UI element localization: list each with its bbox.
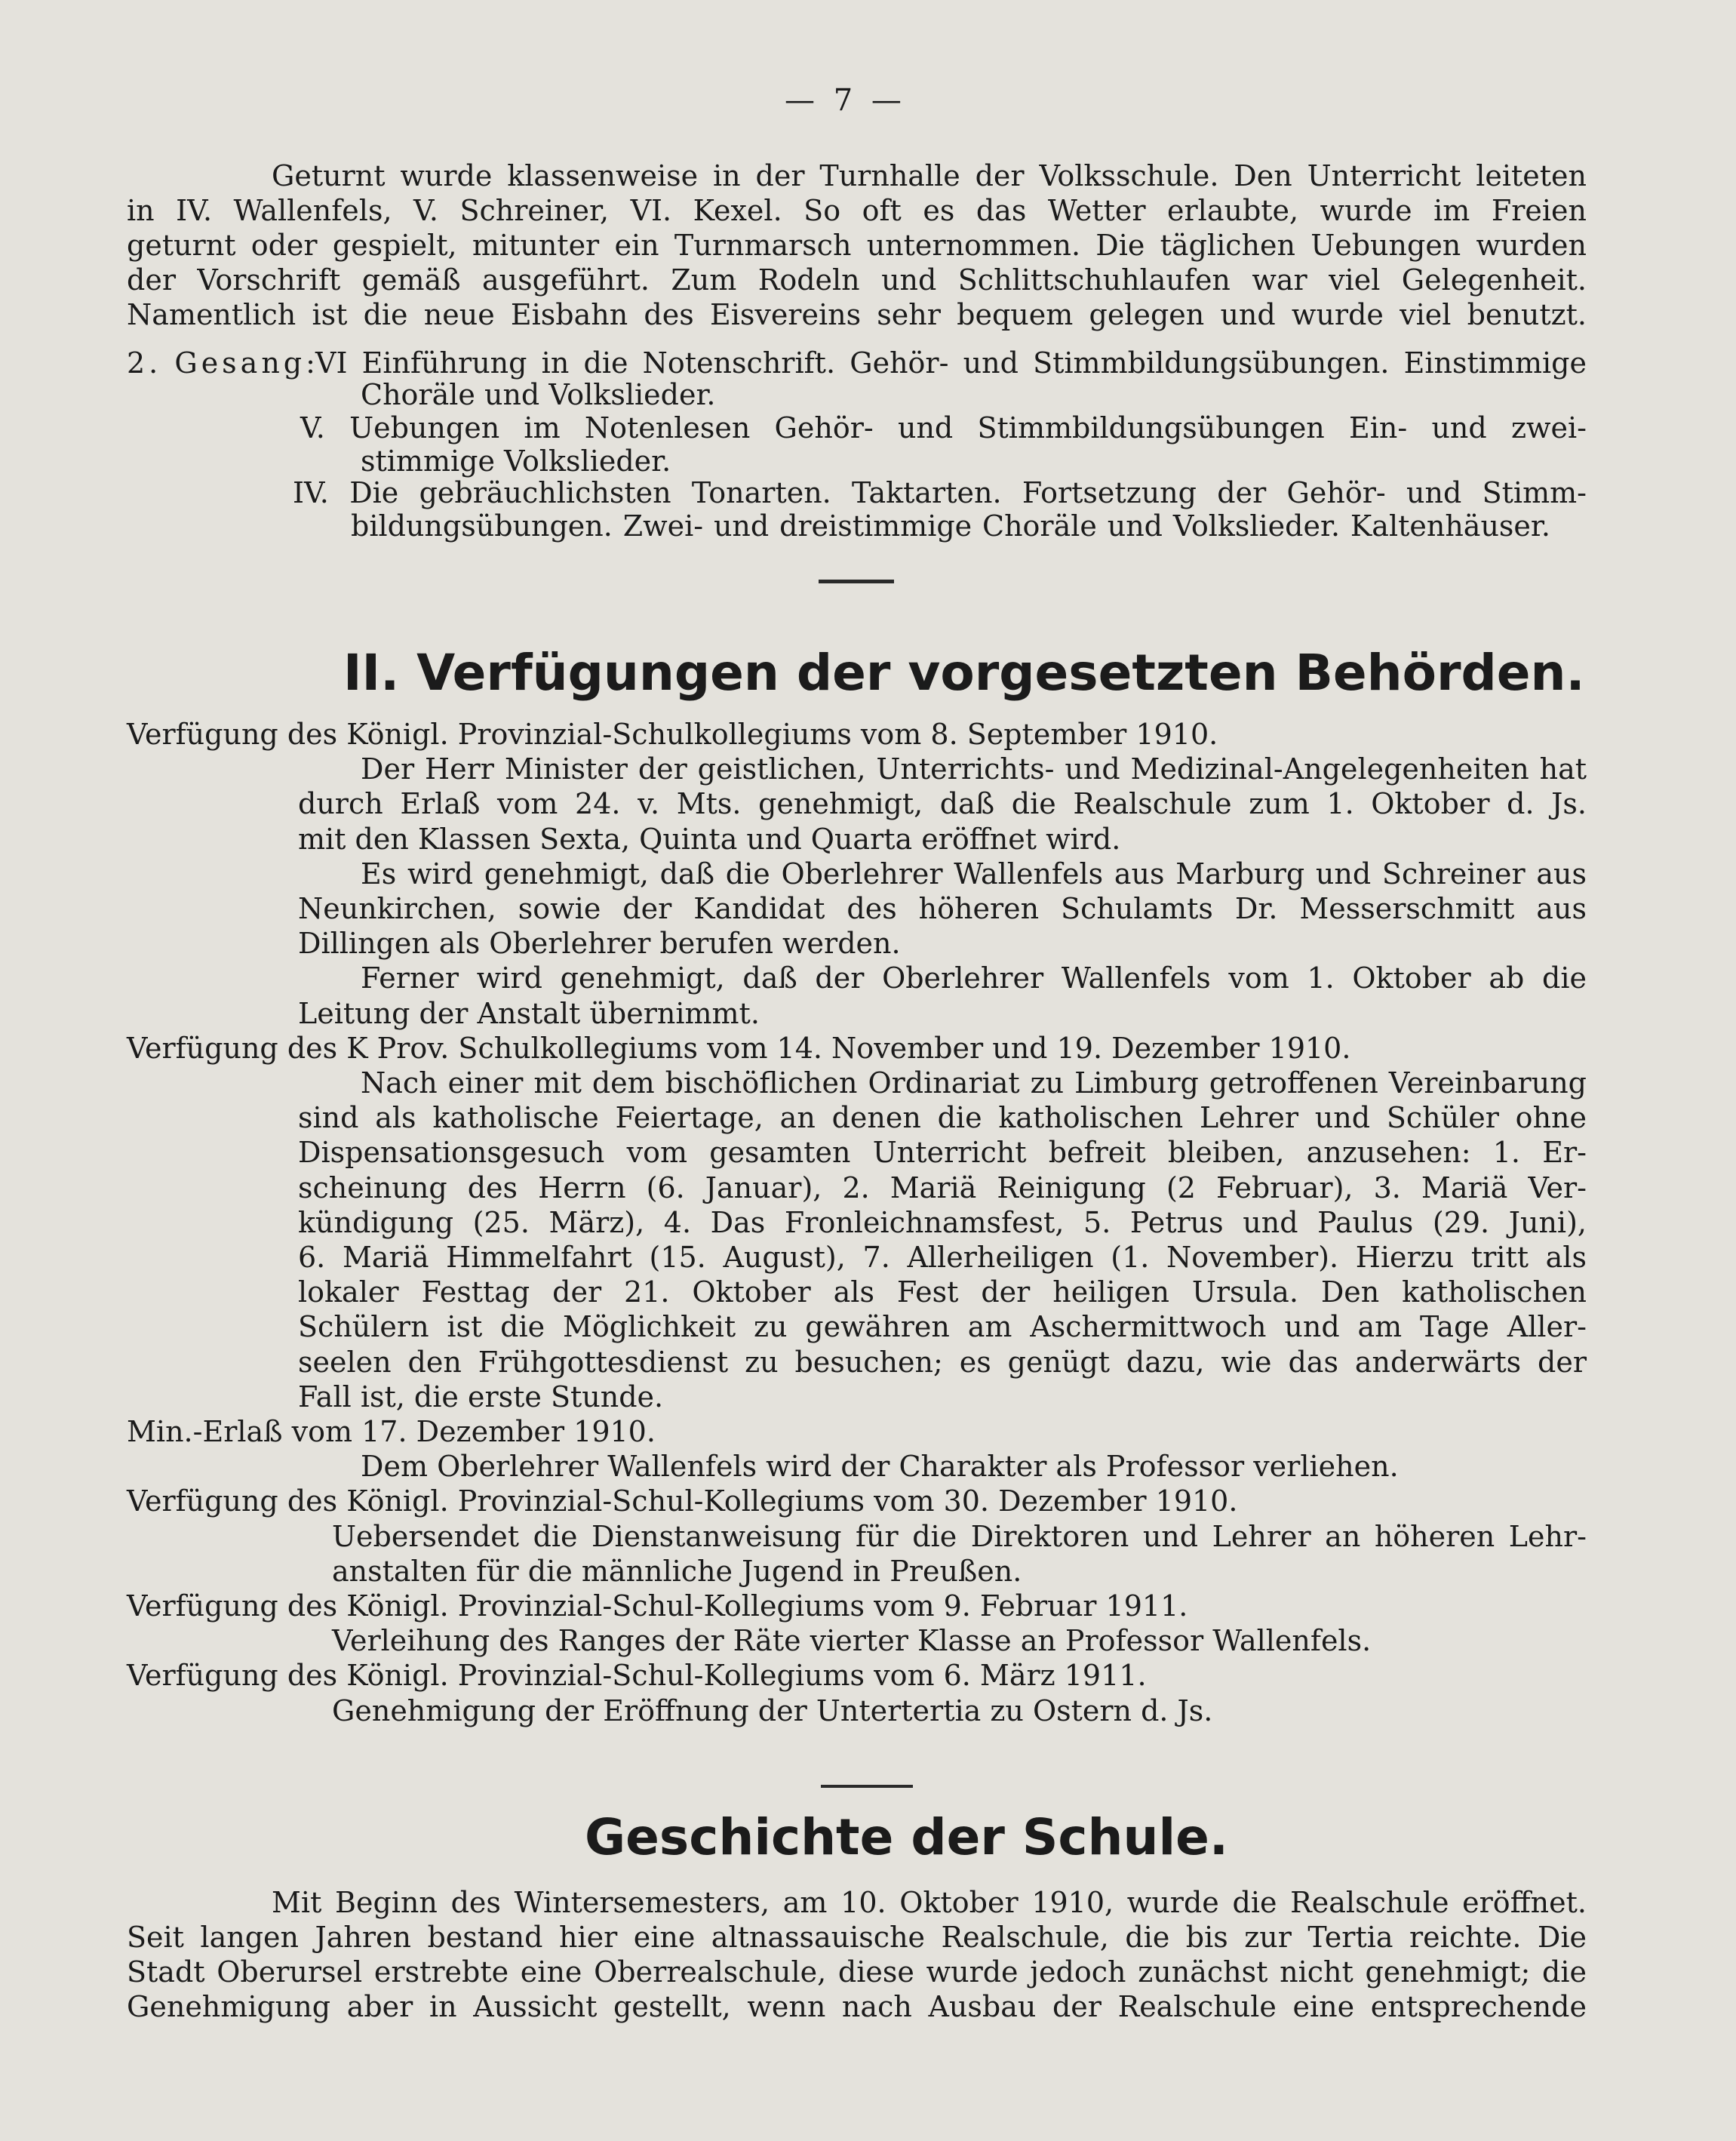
text-line: Schülern ist die Möglichkeit zu gewähren am Aschermittwoch und am Tage Aller- [298, 1310, 1587, 1344]
gesang-vi-line: VI Einführung in die Notenschrift. Gehör- und Stimmbildungsübungen. Einstimmige [315, 346, 1587, 380]
text-line: Verfügung des Königl. Provinzial-Schul-Kollegiums vom 6. März 1911. [127, 1659, 1147, 1693]
text-line: Genehmigung der Eröffnung der Untertertia zu Ostern d. Js. [332, 1693, 1213, 1727]
text-line: Leitung der Anstalt übernimmt. [298, 996, 760, 1030]
heading-verfuegungen: II. Verfügungen der vorgesetzten Behörden. [343, 644, 1585, 702]
text-line: Uebersendet die Dienstanweisung für die Direktoren und Lehrer an höheren Lehr- [332, 1519, 1587, 1553]
text-line: Neunkirchen, sowie der Kandidat des höheren Schulamts Dr. Messerschmitt aus [298, 892, 1587, 925]
text-line: Mit Beginn des Wintersemesters, am 10. Oktober 1910, wurde die Realschule eröffnet. [272, 1886, 1587, 1919]
text-line: der Vorschrift gemäß ausgeführt. Zum Rodeln und Schlittschuhlaufen war viel Gelegenheit. [127, 263, 1587, 297]
gesang-v-line: V. Uebungen im Notenlesen Gehör- und Stimmbildungsübungen Ein- und zwei- [300, 411, 1587, 445]
text-line: Es wird genehmigt, daß die Oberlehrer Wallenfels aus Marburg und Schreiner aus [361, 857, 1587, 891]
text-line: Stadt Oberursel erstrebte eine Oberrealschule, diese wurde jedoch zunächst nicht genehmigt; die [127, 1955, 1587, 1989]
text-line: 6. Mariä Himmelfahrt (15. August), 7. Allerheiligen (1. November). Hierzu tritt als [298, 1241, 1587, 1274]
text-line: Namentlich ist die neue Eisbahn des Eisvereins sehr bequem gelegen und wurde viel benutzt. [127, 298, 1587, 331]
gesang-iv-line: bildungsübungen. Zwei- und dreistimmige Choräle und Volkslieder. Kaltenhäuser. [351, 509, 1550, 543]
text-line: Fall ist, die erste Stunde. [298, 1380, 664, 1413]
text-line: Dispensationsgesuch vom gesamten Unterricht befreit bleiben, anzusehen: 1. Er- [298, 1136, 1587, 1170]
text-line: in IV. Wallenfels, V. Schreiner, VI. Kexel. So oft es das Wetter erlaubte, wurde im Freien [127, 194, 1587, 227]
gesang-label: 2. Gesang: [127, 346, 319, 380]
text-line: Verleihung des Ranges der Räte vierter Klasse an Professor Wallenfels. [332, 1624, 1372, 1658]
text-line: Geturnt wurde klassenweise in der Turnhalle der Volksschule. Den Unterricht leiteten [272, 159, 1587, 192]
text-line: Verfügung des Königl. Provinzial-Schul-Kollegiums vom 30. Dezember 1910. [127, 1484, 1238, 1518]
text-line: scheinung des Herrn (6. Januar), 2. Mariä Reinigung (2 Februar), 3. Mariä Ver- [298, 1170, 1587, 1204]
text-line: Seit langen Jahren bestand hier eine altnassauische Realschule, die bis zur Tertia reichte. Die [127, 1921, 1587, 1954]
text-line: kündigung (25. März), 4. Das Fronleichnamsfest, 5. Petrus und Paulus (29. Juni), [298, 1205, 1587, 1239]
text-line: Ferner wird genehmigt, daß der Oberlehrer Wallenfels vom 1. Oktober ab die [361, 961, 1587, 995]
text-line: Verfügung des Königl. Provinzial-Schulkollegiums vom 8. September 1910. [127, 718, 1218, 751]
text-line: Min.-Erlaß vom 17. Dezember 1910. [127, 1415, 656, 1448]
text-line: seelen den Frühgottesdienst zu besuchen; es genügt dazu, wie das anderwärts der [298, 1345, 1587, 1379]
section-divider [819, 580, 894, 583]
text-line: Dillingen als Oberlehrer berufen werden. [298, 927, 901, 961]
text-line: Der Herr Minister der geistlichen, Unterrichts- und Medizinal-Angelegenheiten hat [361, 752, 1587, 786]
text-line: Verfügung des Königl. Provinzial-Schul-Kollegiums vom 9. Februar 1911. [127, 1589, 1188, 1623]
gesang-iv-line: IV. Die gebräuchlichsten Tonarten. Taktarten. Fortsetzung der Gehör- und Stimm- [293, 476, 1587, 509]
text-line: Genehmigung aber in Aussicht gestellt, wenn nach Ausbau der Realschule eine entsprechende [127, 1990, 1587, 2023]
gesang-vi-line: Choräle und Volkslieder. [361, 378, 716, 411]
text-line: Dem Oberlehrer Wallenfels wird der Charakter als Professor verliehen. [361, 1450, 1399, 1484]
text-line: Verfügung des K Prov. Schulkollegiums vom 14. November und 19. Dezember 1910. [127, 1031, 1351, 1065]
text-line: sind als katholische Feiertage, an denen die katholischen Lehrer und Schüler ohne [298, 1101, 1587, 1135]
text-line: anstalten für die männliche Jugend in Preußen. [332, 1554, 1022, 1588]
text-line: Nach einer mit dem bischöflichen Ordinariat zu Limburg getroffenen Vereinbarung [361, 1066, 1587, 1100]
text-line: durch Erlaß vom 24. v. Mts. genehmigt, daß die Realschule zum 1. Oktober d. Js. [298, 787, 1587, 821]
page-number: — 7 — [785, 83, 906, 118]
section-divider [821, 1785, 913, 1788]
text-line: mit den Klassen Sexta, Quinta und Quarta eröffnet wird. [298, 822, 1121, 856]
text-line: geturnt oder gespielt, mitunter ein Turnmarsch unternommen. Die täglichen Uebungen wurden [127, 229, 1587, 262]
heading-geschichte: Geschichte der Schule. [585, 1808, 1228, 1866]
text-line: lokaler Festtag der 21. Oktober als Fest der heiligen Ursula. Den katholischen [298, 1275, 1587, 1309]
gesang-v-line: stimmige Volkslieder. [361, 445, 671, 478]
